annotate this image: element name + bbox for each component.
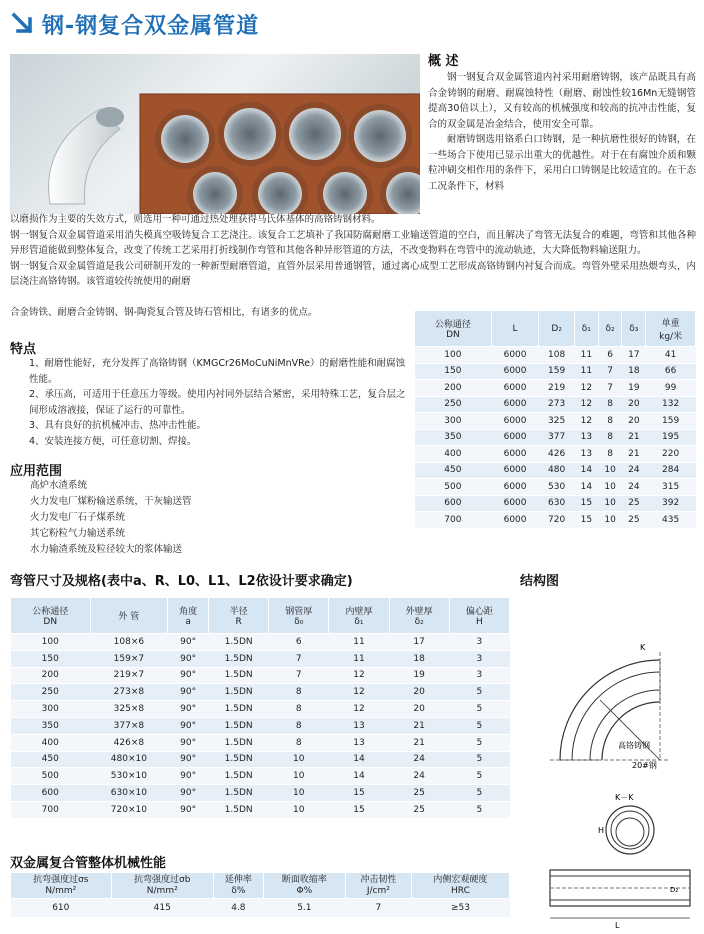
bend-table bbox=[10, 597, 510, 819]
feature-item: 1、耐磨性能好，充分发挥了高铬铸钢（KMGCr26MoCuNiMnVRe）的耐磨性能和耐腐蚀性能。 bbox=[29, 358, 406, 385]
bend-table-cell: 5 bbox=[449, 701, 509, 718]
overview-p3: 钢一钢复合双金属管道采用消失模真空吸铸复合工艺浇注。该复合工艺填补了我国防腐耐磨工业输送管道的空白，而且解决了弯管无法复合的难题，弯管和其他各种异形管道能做到整体复合，改变了传统工艺采用打折线制作弯管和其他各种异形管道的方法，不改变物料在弯管中的流动轨迹，大大降低物料输送阻力。 bbox=[10, 229, 696, 256]
bend-table-cell: 12 bbox=[329, 667, 389, 684]
bend-table-header-cell: 外壁厚 δ₂ bbox=[389, 598, 449, 634]
applications-list bbox=[30, 478, 192, 558]
bend-table-cell: 15 bbox=[329, 801, 389, 818]
bend-table-cell: 21 bbox=[389, 717, 449, 734]
spec-table-cell: 435 bbox=[646, 512, 696, 529]
bend-table-cell: 21 bbox=[389, 734, 449, 751]
spec-table-cell: 195 bbox=[646, 429, 696, 446]
spec-table-cell: 400 bbox=[415, 446, 492, 463]
bend-table-row bbox=[11, 717, 510, 734]
bend-table-cell: 90° bbox=[168, 785, 209, 802]
spec-table-cell: 150 bbox=[415, 363, 492, 380]
spec-table-cell: 25 bbox=[622, 512, 646, 529]
bend-table-row bbox=[11, 667, 510, 684]
feature-item: 2、承压高，可适用于任意压力等级。使用内衬同外层结合紧密，采用特殊工艺，复合层之间形成溶液接，保证了运行的可靠性。 bbox=[29, 389, 406, 416]
spec-table-cell: 21 bbox=[622, 429, 646, 446]
spec-table-cell: 6000 bbox=[491, 347, 539, 364]
bend-table-cell: 8 bbox=[269, 717, 329, 734]
bend-table-cell: 90° bbox=[168, 650, 209, 667]
spec-table-cell: 284 bbox=[646, 462, 696, 479]
spec-table-cell: 6 bbox=[598, 347, 622, 364]
bend-table-cell: 8 bbox=[269, 701, 329, 718]
features-heading: 特点 bbox=[10, 342, 37, 357]
bend-table-cell: 1.5DN bbox=[209, 684, 269, 701]
overview-narrow-text bbox=[10, 305, 408, 321]
spec-table-row bbox=[415, 363, 696, 380]
bend-table-cell: 426×8 bbox=[90, 734, 168, 751]
bend-table-cell: 480×10 bbox=[90, 751, 168, 768]
bend-table-row bbox=[11, 734, 510, 751]
bend-table-cell: 25 bbox=[389, 785, 449, 802]
application-item: 高炉水渣系统 bbox=[30, 480, 88, 491]
spec-table-cell: 41 bbox=[646, 347, 696, 364]
spec-table-cell: 159 bbox=[539, 363, 575, 380]
spec-table-cell: 20 bbox=[622, 396, 646, 413]
mech-table-cell: 7 bbox=[345, 899, 411, 917]
bend-table-row bbox=[11, 801, 510, 818]
spec-table-cell: 108 bbox=[539, 347, 575, 364]
mech-table-header-cell: 内侧宏观硬度 HRC bbox=[411, 873, 509, 899]
spec-table-cell: 11 bbox=[574, 347, 598, 364]
bend-table-cell: 5 bbox=[449, 768, 509, 785]
structure-label-casting: 高铬铸钢 bbox=[618, 741, 650, 750]
spec-table-cell: 21 bbox=[622, 446, 646, 463]
spec-table-cell: 25 bbox=[622, 495, 646, 512]
bend-table-cell: 3 bbox=[449, 667, 509, 684]
bend-table-cell: 10 bbox=[269, 768, 329, 785]
bend-table-cell: 13 bbox=[329, 717, 389, 734]
bend-table-cell: 24 bbox=[389, 768, 449, 785]
spec-table-cell: 15 bbox=[574, 495, 598, 512]
spec-table-cell: 159 bbox=[646, 413, 696, 430]
pipe-photo bbox=[10, 54, 420, 214]
structure-label-k: K bbox=[640, 643, 646, 652]
bend-table-cell: 13 bbox=[329, 734, 389, 751]
bend-table-cell: 12 bbox=[329, 684, 389, 701]
spec-table-cell: 480 bbox=[539, 462, 575, 479]
spec-table-cell: 132 bbox=[646, 396, 696, 413]
bend-table-cell: 1.5DN bbox=[209, 717, 269, 734]
bend-table-cell: 273×8 bbox=[90, 684, 168, 701]
bend-table-cell: 1.5DN bbox=[209, 701, 269, 718]
mech-table-header-cell: 抗弯强度过σs N/mm² bbox=[11, 873, 112, 899]
spec-table-cell: 15 bbox=[574, 512, 598, 529]
bend-table-cell: 20 bbox=[389, 701, 449, 718]
mech-table-cell: ≥53 bbox=[411, 899, 509, 917]
bend-table-cell: 20 bbox=[389, 684, 449, 701]
spec-table-row bbox=[415, 479, 696, 496]
spec-table-row bbox=[415, 429, 696, 446]
bend-table-cell: 200 bbox=[11, 667, 91, 684]
bend-table-cell: 10 bbox=[269, 801, 329, 818]
spec-table-cell: 10 bbox=[598, 495, 622, 512]
bend-table-cell: 1.5DN bbox=[209, 667, 269, 684]
overview-wide-text bbox=[10, 212, 696, 290]
bend-table-cell: 530×10 bbox=[90, 768, 168, 785]
spec-table-cell: 273 bbox=[539, 396, 575, 413]
bend-table-cell: 100 bbox=[11, 634, 91, 651]
spec-table-body bbox=[415, 347, 696, 529]
title-bar bbox=[10, 8, 259, 40]
mech-table-cell: 415 bbox=[111, 899, 213, 917]
bend-table-cell: 159×7 bbox=[90, 650, 168, 667]
structure-label-steel: 20#钢 bbox=[632, 761, 657, 770]
mech-table-header-cell: 抗弯强度过σb N/mm² bbox=[111, 873, 213, 899]
spec-table-cell: 13 bbox=[574, 446, 598, 463]
bend-table-cell: 90° bbox=[168, 801, 209, 818]
spec-table-cell: 500 bbox=[415, 479, 492, 496]
spec-table-cell: 6000 bbox=[491, 446, 539, 463]
spec-table-cell: 11 bbox=[574, 363, 598, 380]
spec-table-cell: 250 bbox=[415, 396, 492, 413]
spec-table-cell: 99 bbox=[646, 380, 696, 397]
bend-table-cell: 90° bbox=[168, 768, 209, 785]
bend-table-cell: 5 bbox=[449, 785, 509, 802]
bend-table-cell: 1.5DN bbox=[209, 650, 269, 667]
spec-table-cell: 377 bbox=[539, 429, 575, 446]
bend-table-cell: 6 bbox=[269, 634, 329, 651]
bend-table-cell: 1.5DN bbox=[209, 801, 269, 818]
bend-table-header-cell: 内壁厚 δ₁ bbox=[329, 598, 389, 634]
spec-table-row bbox=[415, 512, 696, 529]
spec-table-cell: 300 bbox=[415, 413, 492, 430]
spec-table-row bbox=[415, 380, 696, 397]
spec-table-cell: 700 bbox=[415, 512, 492, 529]
bend-table-row bbox=[11, 751, 510, 768]
spec-table bbox=[414, 310, 696, 529]
bend-table-cell: 5 bbox=[449, 734, 509, 751]
bend-table-cell: 5 bbox=[449, 751, 509, 768]
spec-table-cell: 6000 bbox=[491, 512, 539, 529]
bend-table-header-cell: 偏心距 H bbox=[449, 598, 509, 634]
bend-table-cell: 1.5DN bbox=[209, 734, 269, 751]
spec-table-cell: 6000 bbox=[491, 363, 539, 380]
spec-table-cell: 100 bbox=[415, 347, 492, 364]
bend-table-cell: 90° bbox=[168, 684, 209, 701]
bend-table-header-cell: 半径 R bbox=[209, 598, 269, 634]
spec-table-row bbox=[415, 413, 696, 430]
spec-table-cell: 7 bbox=[598, 380, 622, 397]
spec-table-cell: 10 bbox=[598, 512, 622, 529]
spec-table-header-cell: δ₂ bbox=[598, 311, 622, 347]
spec-table-header-cell: 单重 kg/米 bbox=[646, 311, 696, 347]
bend-table-cell: 11 bbox=[329, 634, 389, 651]
bend-table-cell: 219×7 bbox=[90, 667, 168, 684]
bend-table-cell: 3 bbox=[449, 634, 509, 651]
overview-p4a: 钢一钢复合双金属管道是我公司研制开发的一种新型耐磨管道，直管外层采用普通钢管，通过离心成型工艺形成高铬铸钢内衬复合而成。弯管外壁采用热煨弯头，内层浇注高铬铸钢。该管道较传统使用的耐磨 bbox=[10, 260, 696, 287]
bend-table-cell: 377×8 bbox=[90, 717, 168, 734]
spec-table-cell: 426 bbox=[539, 446, 575, 463]
bend-table-cell: 11 bbox=[329, 650, 389, 667]
bend-table-cell: 8 bbox=[269, 734, 329, 751]
structure-heading: 结构图 bbox=[520, 574, 560, 589]
bend-table-cell: 24 bbox=[389, 751, 449, 768]
spec-table-cell: 6000 bbox=[491, 396, 539, 413]
bend-table-cell: 5 bbox=[449, 717, 509, 734]
overview-p2a: 耐磨铸钢选用铬系白口铸钢，是一种抗磨性很好的铸钢，在一些场合下使用已显示出重大的优越性。对于在有腐蚀介质和颗粒冲刷交相作用的条件下，采用白口铸钢是比较适宜的。在干态工况条件下，材料 bbox=[428, 134, 696, 192]
spec-table-cell: 14 bbox=[574, 462, 598, 479]
bend-table-row bbox=[11, 634, 510, 651]
spec-table-cell: 325 bbox=[539, 413, 575, 430]
features-list bbox=[10, 356, 410, 449]
bend-table-cell: 14 bbox=[329, 768, 389, 785]
spec-table-row bbox=[415, 446, 696, 463]
bend-table-cell: 150 bbox=[11, 650, 91, 667]
spec-table-cell: 220 bbox=[646, 446, 696, 463]
overview-heading: 概 述 bbox=[428, 54, 459, 69]
spec-table-cell: 600 bbox=[415, 495, 492, 512]
bend-table-cell: 1.5DN bbox=[209, 785, 269, 802]
bend-table-cell: 1.5DN bbox=[209, 751, 269, 768]
spec-table-cell: 14 bbox=[574, 479, 598, 496]
bend-table-row bbox=[11, 650, 510, 667]
spec-table-header-cell: δ₁ bbox=[574, 311, 598, 347]
bend-table-cell: 3 bbox=[449, 650, 509, 667]
spec-table-header-cell: D₂ bbox=[539, 311, 575, 347]
mech-heading: 双金属复合管整体机械性能 bbox=[10, 856, 167, 871]
mech-table bbox=[10, 872, 510, 917]
bend-table-cell: 18 bbox=[389, 650, 449, 667]
spec-table-row bbox=[415, 495, 696, 512]
feature-item: 4、安装连接方便，可任意切割、焊接。 bbox=[29, 435, 197, 447]
spec-table-header-cell: δ₃ bbox=[622, 311, 646, 347]
bend-table-cell: 90° bbox=[168, 634, 209, 651]
spec-table-cell: 219 bbox=[539, 380, 575, 397]
spec-table-cell: 630 bbox=[539, 495, 575, 512]
bend-table-cell: 500 bbox=[11, 768, 91, 785]
mech-table-cell: 610 bbox=[11, 899, 112, 917]
arrow-down-right-icon bbox=[10, 11, 36, 37]
bend-table-cell: 15 bbox=[329, 785, 389, 802]
bend-table-cell: 7 bbox=[269, 650, 329, 667]
bend-table-cell: 720×10 bbox=[90, 801, 168, 818]
mech-table-header-cell: 延伸率 δ% bbox=[213, 873, 263, 899]
spec-table-cell: 6000 bbox=[491, 380, 539, 397]
spec-table-cell: 6000 bbox=[491, 429, 539, 446]
bend-table-cell: 5 bbox=[449, 801, 509, 818]
spec-table-cell: 10 bbox=[598, 479, 622, 496]
overview-p1: 钢一钢复合双金属管道内衬采用耐磨铸钢，该产品既具有高合金铸钢的耐磨、耐腐蚀特性（耐磨、耐蚀性较16Mn无缝钢管提高30倍以上），又有较高的机械强度和较高的抗冲击性能，复合的双金属是冶金结合，使用安全可靠。 bbox=[428, 72, 696, 130]
bend-table-cell: 19 bbox=[389, 667, 449, 684]
spec-table-cell: 18 bbox=[622, 363, 646, 380]
bend-table-row bbox=[11, 684, 510, 701]
spec-table-cell: 350 bbox=[415, 429, 492, 446]
spec-table-cell: 12 bbox=[574, 380, 598, 397]
application-item: 火力发电厂石子煤系统 bbox=[30, 512, 126, 523]
page-title: 钢-钢复合双金属管道 bbox=[42, 13, 260, 39]
bend-table-cell: 90° bbox=[168, 717, 209, 734]
spec-table-header bbox=[415, 311, 696, 347]
bend-table-cell: 90° bbox=[168, 701, 209, 718]
spec-table-header-cell: L bbox=[491, 311, 539, 347]
spec-table-cell: 7 bbox=[598, 363, 622, 380]
bend-table-cell: 90° bbox=[168, 734, 209, 751]
spec-table-cell: 12 bbox=[574, 396, 598, 413]
spec-table-cell: 8 bbox=[598, 396, 622, 413]
spec-table-cell: 720 bbox=[539, 512, 575, 529]
bend-table-body bbox=[11, 634, 510, 819]
spec-table-cell: 6000 bbox=[491, 495, 539, 512]
spec-table-cell: 24 bbox=[622, 462, 646, 479]
application-item: 水力输渣系统及粒径较大的浆体输送 bbox=[30, 544, 183, 555]
mech-table-cell: 4.8 bbox=[213, 899, 263, 917]
spec-table-cell: 8 bbox=[598, 429, 622, 446]
spec-table-cell: 530 bbox=[539, 479, 575, 496]
spec-table-cell: 19 bbox=[622, 380, 646, 397]
bend-table-cell: 5 bbox=[449, 684, 509, 701]
bend-table-cell: 250 bbox=[11, 684, 91, 701]
bend-table-cell: 14 bbox=[329, 751, 389, 768]
bend-table-header bbox=[11, 598, 510, 634]
spec-table-cell: 6000 bbox=[491, 413, 539, 430]
bend-table-cell: 90° bbox=[168, 667, 209, 684]
bend-table-row bbox=[11, 701, 510, 718]
bend-table-cell: 400 bbox=[11, 734, 91, 751]
bend-table-header-cell: 钢管厚 δ₀ bbox=[269, 598, 329, 634]
application-item: 火力发电厂煤粉输送系统，干灰输送管 bbox=[30, 496, 192, 507]
structure-label-section: K－K bbox=[615, 793, 634, 802]
overview-text bbox=[428, 70, 696, 194]
structure-label-h: H bbox=[598, 826, 605, 835]
spec-table-cell: 450 bbox=[415, 462, 492, 479]
bend-table-cell: 630×10 bbox=[90, 785, 168, 802]
bend-table-cell: 350 bbox=[11, 717, 91, 734]
mech-table-header-cell: 断面收缩率 Φ% bbox=[263, 873, 345, 899]
spec-table-cell: 200 bbox=[415, 380, 492, 397]
mech-table-header bbox=[11, 873, 510, 899]
bend-table-cell: 300 bbox=[11, 701, 91, 718]
structure-label-d: D₂ bbox=[670, 886, 679, 894]
bend-table-cell: 108×6 bbox=[90, 634, 168, 651]
feature-item: 3、具有良好的抗机械冲击、热冲击性能。 bbox=[29, 420, 207, 431]
spec-table-cell: 392 bbox=[646, 495, 696, 512]
bend-table-cell: 7 bbox=[269, 667, 329, 684]
bend-table-row bbox=[11, 768, 510, 785]
bend-table-header-cell: 角度 a bbox=[168, 598, 209, 634]
spec-table-cell: 24 bbox=[622, 479, 646, 496]
spec-table-cell: 20 bbox=[622, 413, 646, 430]
spec-table-cell: 12 bbox=[574, 413, 598, 430]
spec-table-cell: 8 bbox=[598, 446, 622, 463]
bend-table-header-cell: 公称通径 DN bbox=[11, 598, 91, 634]
bend-table-row bbox=[11, 785, 510, 802]
structure-label-l: L bbox=[615, 921, 620, 930]
structure-diagram bbox=[520, 590, 700, 930]
bend-table-cell: 17 bbox=[389, 634, 449, 651]
spec-table-cell: 66 bbox=[646, 363, 696, 380]
bend-table-cell: 325×8 bbox=[90, 701, 168, 718]
mech-table-row bbox=[11, 899, 510, 917]
spec-table-cell: 10 bbox=[598, 462, 622, 479]
application-item: 其它粉粒气力输送系统 bbox=[30, 528, 126, 539]
spec-table-cell: 13 bbox=[574, 429, 598, 446]
spec-table-cell: 6000 bbox=[491, 479, 539, 496]
bend-table-cell: 1.5DN bbox=[209, 768, 269, 785]
overview-p4b: 合金铸铁、耐磨合金铸钢、钢-陶瓷复合管及铸石管相比，有诸多的优点。 bbox=[10, 307, 318, 318]
bend-table-cell: 450 bbox=[11, 751, 91, 768]
mech-table-cell: 5.1 bbox=[263, 899, 345, 917]
spec-table-cell: 8 bbox=[598, 413, 622, 430]
bend-table-cell: 12 bbox=[329, 701, 389, 718]
bend-table-cell: 8 bbox=[269, 684, 329, 701]
bend-table-cell: 700 bbox=[11, 801, 91, 818]
bend-table-cell: 10 bbox=[269, 751, 329, 768]
spec-table-row bbox=[415, 347, 696, 364]
bend-table-cell: 1.5DN bbox=[209, 634, 269, 651]
spec-table-cell: 315 bbox=[646, 479, 696, 496]
overview-p2b: 以磨损作为主要的失效方式，则选用一种可通过热处理获得马氏体基体的高铬铸钢材料。 bbox=[10, 214, 381, 225]
bend-table-cell: 10 bbox=[269, 785, 329, 802]
bend-table-cell: 600 bbox=[11, 785, 91, 802]
applications-heading: 应用范围 bbox=[10, 464, 63, 479]
spec-table-header-cell: 公称通径 DN bbox=[415, 311, 492, 347]
bend-table-cell: 90° bbox=[168, 751, 209, 768]
spec-table-cell: 17 bbox=[622, 347, 646, 364]
spec-table-row bbox=[415, 396, 696, 413]
mech-table-header-cell: 冲击韧性 J/cm² bbox=[345, 873, 411, 899]
bend-table-header-cell: 外 管 bbox=[90, 598, 168, 634]
spec-table-cell: 6000 bbox=[491, 462, 539, 479]
bend-table-cell: 25 bbox=[389, 801, 449, 818]
bend-heading: 弯管尺寸及规格(表中a、R、L0、L1、L2依设计要求确定) bbox=[10, 574, 353, 589]
spec-table-row bbox=[415, 462, 696, 479]
